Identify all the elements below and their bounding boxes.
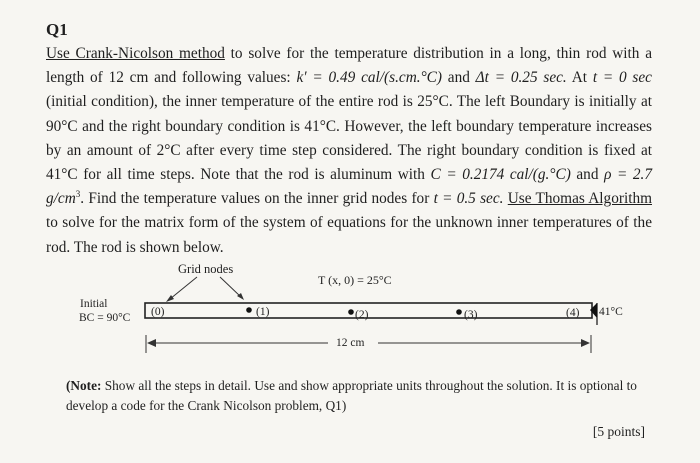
- heat-capacity-expression: C = 0.2174 cal/(g.°C): [430, 166, 571, 184]
- grid-pointer-left-head: [166, 295, 174, 302]
- density-exponent: 3: [75, 189, 81, 200]
- thomas-algorithm-link: Use Thomas Algorithm: [507, 190, 652, 208]
- text-part-5: to solve for the matrix form of the system of equations for the unknown inner temperatures of the rod. The rod is shown below.: [46, 214, 652, 256]
- initial-time-expression: t = 0 sec: [592, 69, 652, 87]
- node-label-2: (2): [355, 309, 369, 321]
- target-time-expression: t = 0.5 sec.: [433, 190, 504, 208]
- dimension-arrow-left: [147, 339, 156, 347]
- text-part-1: to solve for the temperature distribution in a long, thin rod with a length of 12 cm and following values:: [46, 45, 652, 87]
- node-label-0: (0): [151, 306, 165, 318]
- node-dot-2: [348, 309, 354, 315]
- length-label: 12 cm: [336, 337, 365, 349]
- rod-body: [145, 303, 592, 318]
- right-boundary-marker: [590, 303, 597, 318]
- time-step-expression: Δt = 0.25 sec.: [475, 69, 567, 87]
- left-bc-line-2: BC = 90°C: [79, 312, 131, 324]
- grid-pointer-left: [170, 277, 197, 299]
- left-bc-line-1: Initial: [80, 298, 108, 310]
- note-body: Show all the steps in detail. Use and show appropriate units throughout the solution. It is optional to develop a code for the Crank Nicolson problem, Q1): [66, 378, 637, 413]
- node-dot-1: [246, 307, 252, 313]
- method-link: Use Crank-Nicolson method: [46, 45, 225, 62]
- node-label-3: (3): [464, 309, 478, 321]
- grid-pointer-right: [220, 277, 241, 297]
- density-expression: ρ = 2.7 g/cm: [46, 166, 653, 208]
- text-part-4: . Find the temperature values on the inner grid nodes for: [80, 190, 434, 208]
- dimension-arrow-right: [581, 339, 590, 347]
- node-label-4: (4): [566, 307, 580, 319]
- note-text: [66, 376, 656, 416]
- text-part-2: At: [566, 69, 593, 87]
- initial-condition-label: T (x, 0) = 25°C: [318, 273, 392, 287]
- note-prefix: (Note:: [66, 378, 102, 393]
- points-label: [5 points]: [592, 424, 645, 439]
- text-and-2: and: [570, 166, 605, 184]
- text-and-1: and: [441, 69, 476, 87]
- question-title: Q1: [46, 20, 68, 39]
- node-dot-3: [456, 309, 462, 315]
- right-bc-label: 41°C: [599, 306, 623, 318]
- text-part-3: (initial condition), the inner temperature of the entire rod is 25°C. The left Boundary is initially at 90°C and the right boundary condition is 41°C. However, the left boundary temperature increases by an amount of 2°C after every time step considered. The right boundary condition is fixed at 41°C for all time steps. Note that the rod is aluminum with: [46, 93, 652, 184]
- node-label-1: (1): [256, 306, 270, 318]
- conductivity-expression: k′ = 0.49 cal/(s.cm.°C): [296, 69, 442, 87]
- grid-nodes-label: Grid nodes: [178, 262, 234, 276]
